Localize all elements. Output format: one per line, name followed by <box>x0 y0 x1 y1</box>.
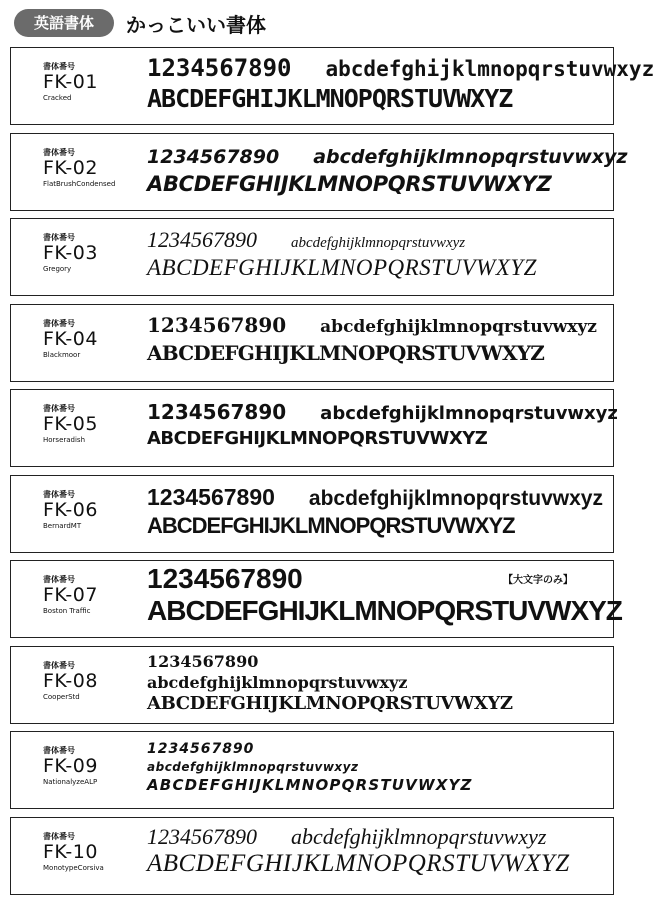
font-meta <box>43 746 143 787</box>
font-code: FK-10 <box>43 842 143 863</box>
sample-lowercase: abcdefghijklmnopqrstuvwxyz <box>320 403 618 424</box>
sample-uppercase: ABCDEFGHIJKLMNOPQRSTUVWXYZ <box>147 693 612 714</box>
font-meta <box>43 490 143 531</box>
sample-numbers: 1234567890 <box>147 484 275 511</box>
sample-lowercase: abcdefghijklmnopqrstuvwxyz <box>309 487 603 511</box>
font-samples <box>147 824 612 878</box>
sample-uppercase: ABCDEFGHIJKLMNOPQRSTUVWXYZ <box>147 255 612 281</box>
font-meta <box>43 832 143 873</box>
sample-lowercase: abcdefghijklmnopqrstuvwxyz <box>326 57 654 81</box>
sample-uppercase: ABCDEFGHIJKLMNOPQRSTUVWXYZ <box>147 513 612 539</box>
page-title: かっこいい書体 <box>126 9 266 38</box>
font-name: MonotypeCorsiva <box>43 863 143 873</box>
font-meta <box>43 62 143 103</box>
font-name: CooperStd <box>43 692 143 702</box>
font-entry-fk-01 <box>10 47 614 125</box>
font-samples <box>147 146 612 196</box>
font-entry-fk-08 <box>10 646 614 724</box>
font-number-label: 書体番号 <box>43 62 143 72</box>
sample-lowercase: abcdefghijklmnopqrstuvwxyz <box>291 824 546 850</box>
font-code: FK-03 <box>43 243 143 264</box>
font-entry-fk-07 <box>10 560 614 638</box>
sample-lowercase: abcdefghijklmnopqrstuvwxyz <box>147 758 612 776</box>
font-entry-fk-10 <box>10 817 614 895</box>
sample-numbers: 1234567890 <box>147 740 612 758</box>
font-meta <box>43 233 143 274</box>
sample-numbers: 1234567890 <box>147 563 612 595</box>
sample-lowercase: abcdefghijklmnopqrstuvwxyz <box>291 235 465 252</box>
sample-lowercase: abcdefghijklmnopqrstuvwxyz <box>147 672 612 693</box>
sample-numbers: 1234567890 <box>147 824 257 850</box>
font-samples <box>147 400 612 449</box>
sample-numbers: 1234567890 <box>147 651 612 672</box>
font-entry-fk-05 <box>10 389 614 467</box>
font-samples <box>147 54 612 113</box>
sample-uppercase: ABCDEFGHIJKLMNOPQRSTUVWXYZ <box>147 172 612 196</box>
font-samples <box>147 740 612 794</box>
font-name: FlatBrushCondensed <box>43 179 143 189</box>
sample-numbers: 1234567890 <box>147 54 292 82</box>
font-samples <box>147 227 612 281</box>
sample-uppercase: ABCDEFGHIJKLMNOPQRSTUVWXYZ <box>147 428 612 449</box>
font-number-label: 書体番号 <box>43 233 143 243</box>
font-meta <box>43 319 143 360</box>
font-list <box>10 47 614 902</box>
font-name: Horseradish <box>43 435 143 445</box>
font-meta <box>43 661 143 702</box>
font-samples <box>147 651 612 714</box>
sample-lowercase: abcdefghijklmnopqrstuvwxyz <box>320 317 597 337</box>
font-name: Blackmoor <box>43 350 143 360</box>
font-name: NationalyzeALP <box>43 777 143 787</box>
category-badge: 英語書体 <box>14 9 114 37</box>
font-entry-fk-04 <box>10 304 614 382</box>
sample-numbers: 1234567890 <box>147 400 286 424</box>
sample-uppercase: ABCDEFGHIJKLMNOPQRSTUVWXYZ <box>147 595 612 627</box>
font-code: FK-02 <box>43 158 143 179</box>
sample-uppercase: ABCDEFGHIJKLMNOPQRSTUVWXYZ <box>147 84 612 113</box>
sample-numbers: 1234567890 <box>147 146 279 168</box>
font-samples <box>147 313 612 365</box>
font-name: BernardMT <box>43 521 143 531</box>
font-number-label: 書体番号 <box>43 319 143 329</box>
font-name: Boston Traffic <box>43 606 143 616</box>
font-code: FK-01 <box>43 72 143 93</box>
sample-uppercase: ABCDEFGHIJKLMNOPQRSTUVWXYZ <box>147 850 612 878</box>
sample-uppercase: ABCDEFGHIJKLMNOPQRSTUVWXYZ <box>147 341 612 365</box>
font-code: FK-09 <box>43 756 143 777</box>
font-entry-fk-09 <box>10 731 614 809</box>
font-number-label: 書体番号 <box>43 575 143 585</box>
page-header <box>14 8 266 38</box>
font-code: FK-07 <box>43 585 143 606</box>
font-meta <box>43 148 143 189</box>
font-meta <box>43 575 143 616</box>
font-samples <box>147 484 612 539</box>
font-code: FK-08 <box>43 671 143 692</box>
font-number-label: 書体番号 <box>43 148 143 158</box>
sample-numbers: 1234567890 <box>147 227 257 253</box>
font-number-label: 書体番号 <box>43 490 143 500</box>
sample-uppercase: ABCDEFGHIJKLMNOPQRSTUVWXYZ <box>147 776 612 794</box>
font-name: Cracked <box>43 93 143 103</box>
sample-lowercase: abcdefghijklmnopqrstuvwxyz <box>313 146 627 168</box>
font-number-label: 書体番号 <box>43 661 143 671</box>
font-code: FK-05 <box>43 414 143 435</box>
font-meta <box>43 404 143 445</box>
font-entry-fk-02 <box>10 133 614 211</box>
sample-numbers: 1234567890 <box>147 313 286 337</box>
font-name: Gregory <box>43 264 143 274</box>
font-number-label: 書体番号 <box>43 404 143 414</box>
font-code: FK-04 <box>43 329 143 350</box>
font-code: FK-06 <box>43 500 143 521</box>
uppercase-only-note: 【大文字のみ】 <box>503 571 573 586</box>
font-entry-fk-06 <box>10 475 614 553</box>
font-number-label: 書体番号 <box>43 746 143 756</box>
font-number-label: 書体番号 <box>43 832 143 842</box>
font-entry-fk-03 <box>10 218 614 296</box>
